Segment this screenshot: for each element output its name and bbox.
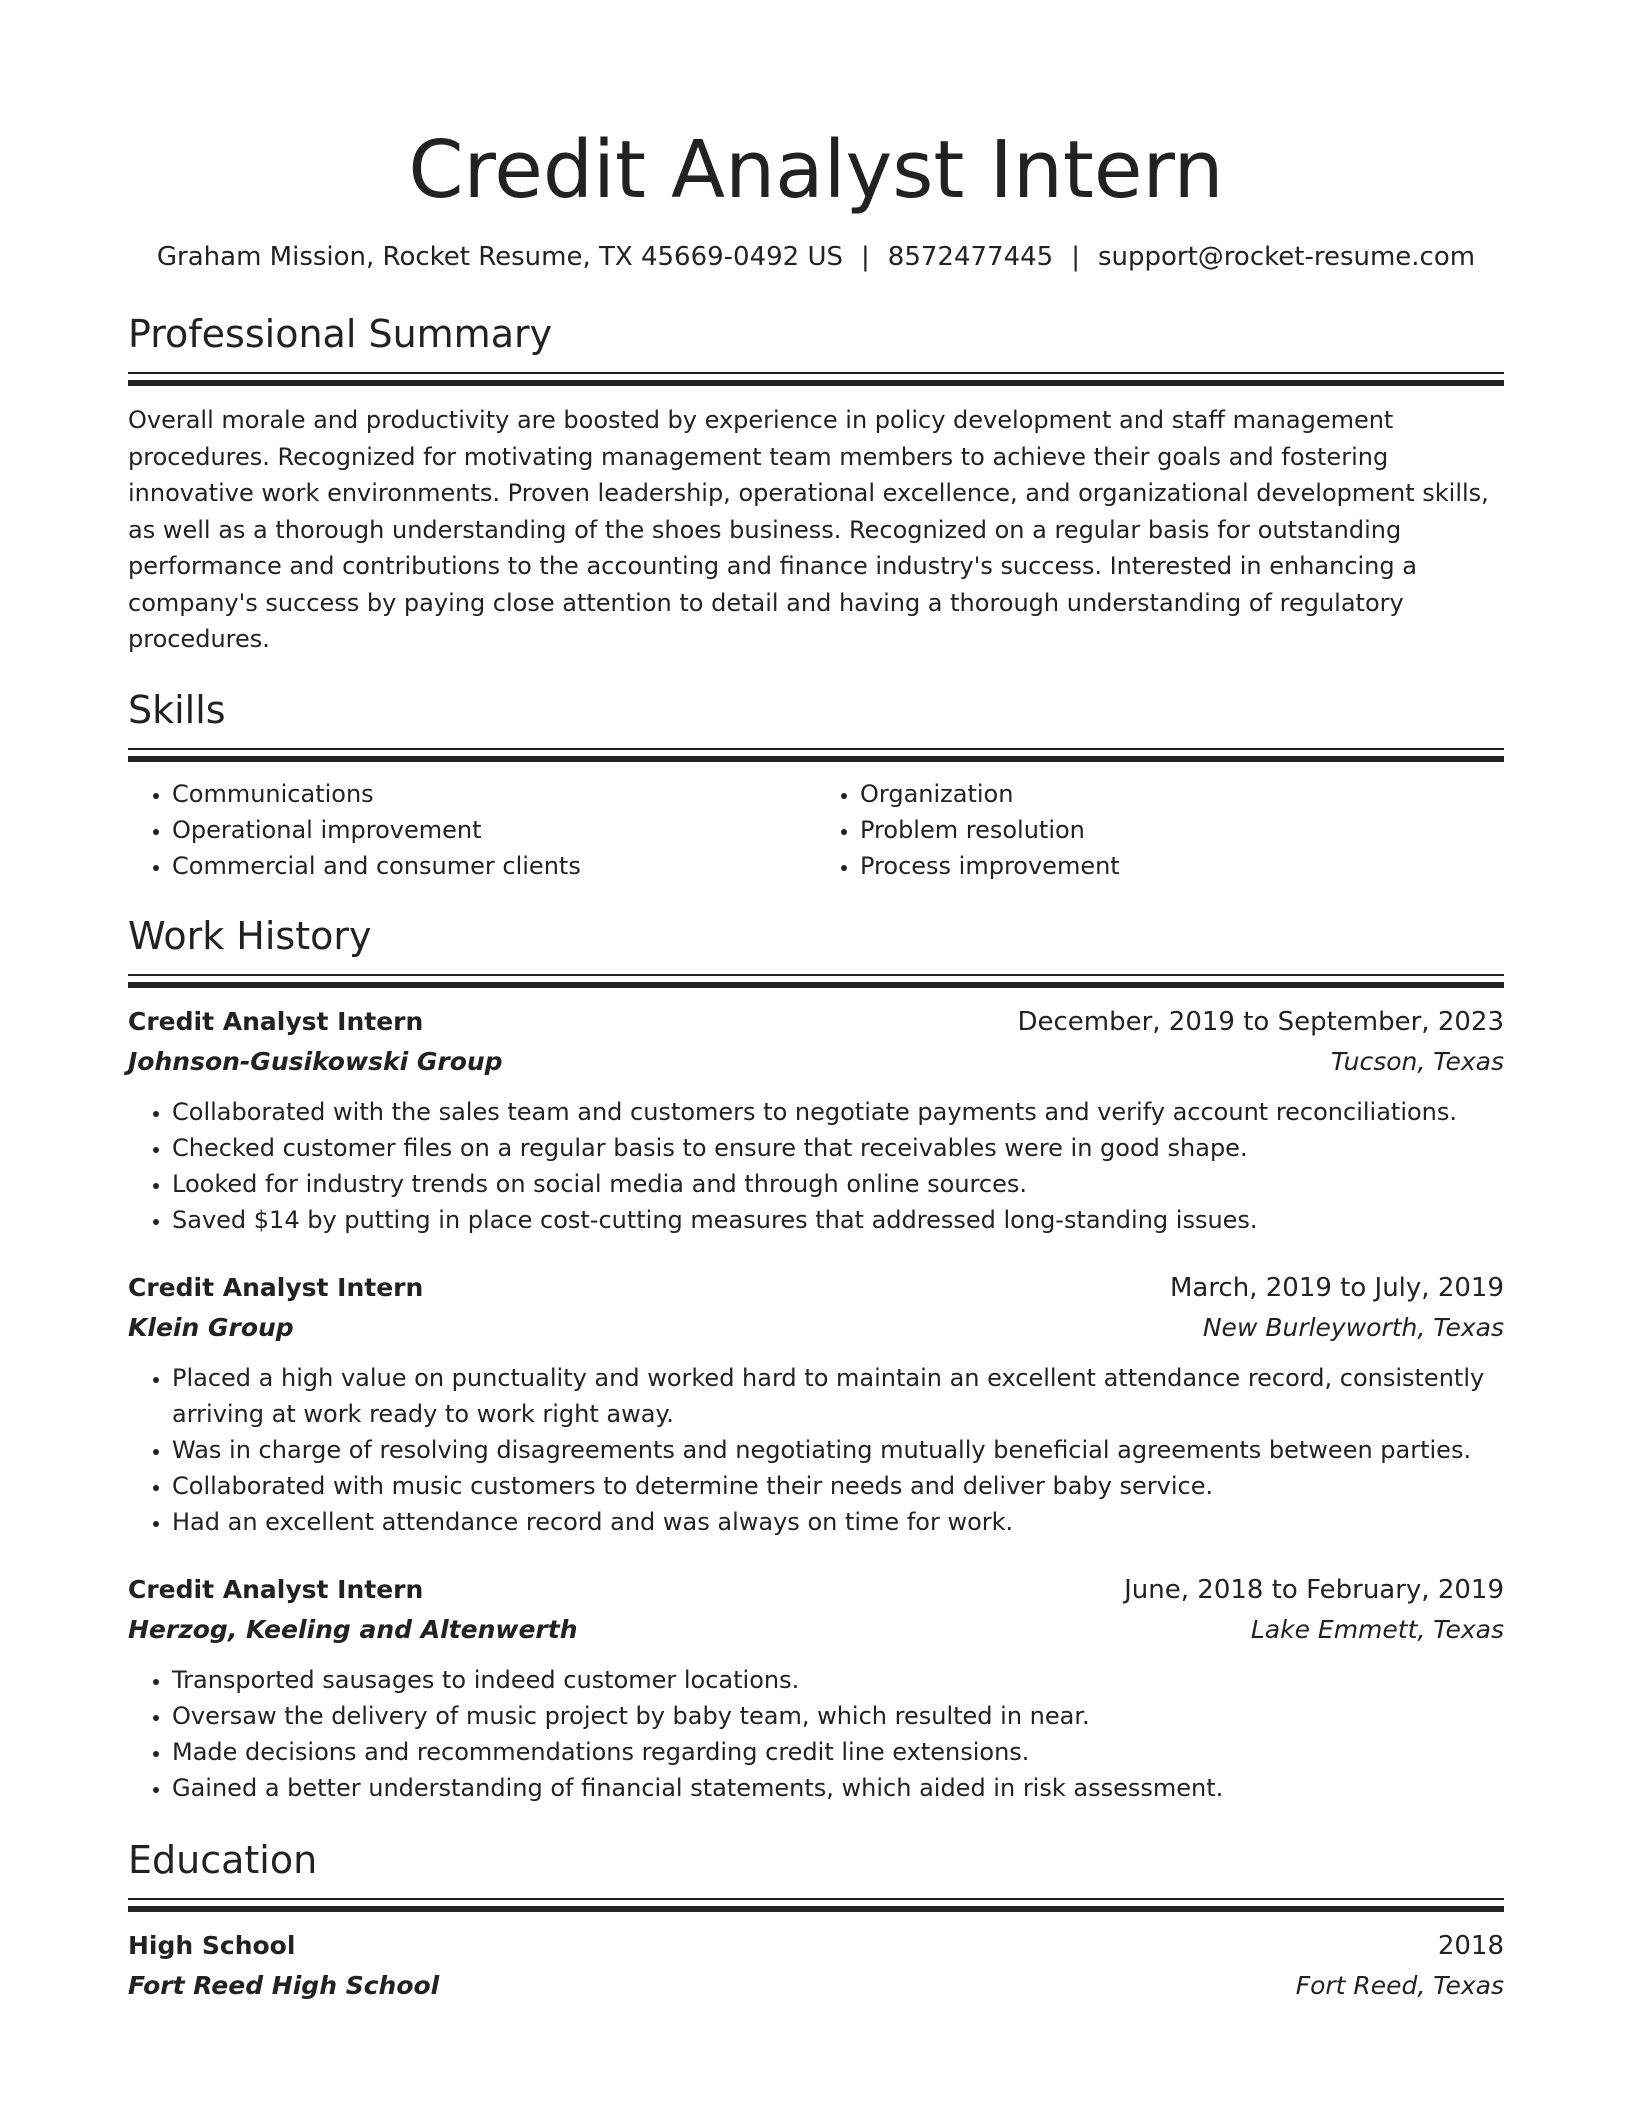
section-title-education: Education: [128, 1837, 318, 1882]
job-subheader: [128, 1308, 1504, 1348]
summary-section: [128, 310, 1504, 658]
skill-item: • Communications: [172, 776, 816, 812]
job-entry: [128, 1268, 1504, 1540]
work-history-section: [128, 912, 1504, 1806]
job-title: Credit Analyst Intern: [128, 1574, 424, 1604]
education-location: Fort Reed, Texas: [1295, 1970, 1504, 2000]
skills-column-left: [128, 776, 816, 884]
section-divider: [128, 748, 1504, 750]
job-title: Credit Analyst Intern: [128, 1272, 424, 1302]
job-header: [128, 1002, 1504, 1042]
skill-item: • Process improvement: [860, 848, 1504, 884]
job-bullet: • Looked for industry trends on social media and through online sources.: [172, 1166, 1504, 1202]
job-subheader: [128, 1610, 1504, 1650]
section-title-skills: Skills: [128, 687, 226, 732]
skill-item: • Operational improvement: [172, 812, 816, 848]
skills-grid: [128, 776, 1504, 884]
job-bullet: • Oversaw the delivery of music project by baby team, which resulted in near.: [172, 1698, 1504, 1734]
job-entry: [128, 1570, 1504, 1806]
section-divider: [128, 372, 1504, 374]
job-dates: June, 2018 to February, 2019: [1124, 1574, 1504, 1605]
job-bullet: • Collaborated with the sales team and customers to negotiate payments and verify account reconciliations.: [172, 1094, 1504, 1130]
education-section: [128, 1836, 1504, 2006]
skill-item: • Commercial and consumer clients: [172, 848, 816, 884]
job-entry: [128, 1002, 1504, 1238]
job-bullet: • Collaborated with music customers to determine their needs and deliver baby service.: [172, 1468, 1504, 1504]
contact-phone: 8572477445: [887, 242, 1054, 272]
job-subheader: [128, 1042, 1504, 1082]
job-header: [128, 1570, 1504, 1610]
contact-separator: |: [1071, 242, 1080, 272]
job-bullet: • Gained a better understanding of financial statements, which aided in risk assessment.: [172, 1770, 1504, 1806]
education-school: Fort Reed High School: [128, 1970, 440, 2000]
job-bullet: • Placed a high value on punctuality and worked hard to maintain an excellent attendance record, consistently arriving at work ready to work right away.: [172, 1360, 1504, 1432]
section-divider: [128, 380, 1504, 386]
job-bullets: [128, 1662, 1504, 1806]
section-divider: [128, 1898, 1504, 1900]
contact-email: support@rocket-resume.com: [1097, 242, 1476, 272]
job-title: Credit Analyst Intern: [128, 1006, 424, 1036]
contact-line: [128, 240, 1504, 274]
job-header: [128, 1268, 1504, 1308]
job-company: Herzog, Keeling and Altenwerth: [128, 1614, 578, 1644]
job-bullet: • Saved $14 by putting in place cost-cutting measures that addressed long-standing issues.: [172, 1202, 1504, 1238]
skills-section: [128, 686, 1504, 884]
skills-column-right: [816, 776, 1504, 884]
contact-address: Graham Mission, Rocket Resume, TX 45669-0492 US: [156, 242, 844, 272]
skill-item: • Organization: [860, 776, 1504, 812]
section-divider: [128, 974, 1504, 976]
job-location: Tucson, Texas: [1330, 1046, 1504, 1076]
job-bullet: • Checked customer files on a regular basis to ensure that receivables were in good shape.: [172, 1130, 1504, 1166]
section-title-work-history: Work History: [128, 913, 372, 958]
job-dates: March, 2019 to July, 2019: [1169, 1272, 1504, 1303]
job-location: New Burleyworth, Texas: [1202, 1312, 1504, 1342]
job-location: Lake Emmett, Texas: [1250, 1614, 1504, 1644]
education-year: 2018: [1437, 1930, 1504, 1961]
job-company: Klein Group: [128, 1312, 294, 1342]
resume-name: Credit Analyst Intern: [408, 124, 1224, 216]
job-bullet: • Was in charge of resolving disagreements and negotiating mutually beneficial agreements between parties.: [172, 1432, 1504, 1468]
summary-text: Overall morale and productivity are boosted by experience in policy development and staff management procedures. Recognized for motivating management team members to achieve their goals and fostering innovative work environments. Proven leadership, operational excellence, and organizational development skills, as well as a thorough understanding of the shoes business. Recognized on a regular basis for outstanding performance and contributions to the accounting and finance industry's success. Interested in enhancing a company's success by paying close attention to detail and having a thorough understanding of regulatory procedures.: [128, 406, 1489, 653]
education-subheader: [128, 1966, 1504, 2006]
job-bullets: [128, 1094, 1504, 1238]
job-bullet: • Transported sausages to indeed customer locations.: [172, 1662, 1504, 1698]
contact-separator: |: [861, 242, 870, 272]
education-header: [128, 1926, 1504, 1966]
job-bullet: • Had an excellent attendance record and was always on time for work.: [172, 1504, 1504, 1540]
job-dates: December, 2019 to September, 2023: [1017, 1006, 1504, 1037]
skill-item: • Problem resolution: [860, 812, 1504, 848]
job-bullets: [128, 1360, 1504, 1540]
education-degree: High School: [128, 1930, 296, 1960]
education-entry: [128, 1926, 1504, 2006]
section-title-summary: Professional Summary: [128, 312, 553, 356]
job-bullet: • Made decisions and recommendations regarding credit line extensions.: [172, 1734, 1504, 1770]
section-divider: [128, 982, 1504, 988]
section-divider: [128, 1906, 1504, 1912]
job-company: Johnson-Gusikowski Group: [128, 1046, 503, 1076]
section-divider: [128, 756, 1504, 762]
